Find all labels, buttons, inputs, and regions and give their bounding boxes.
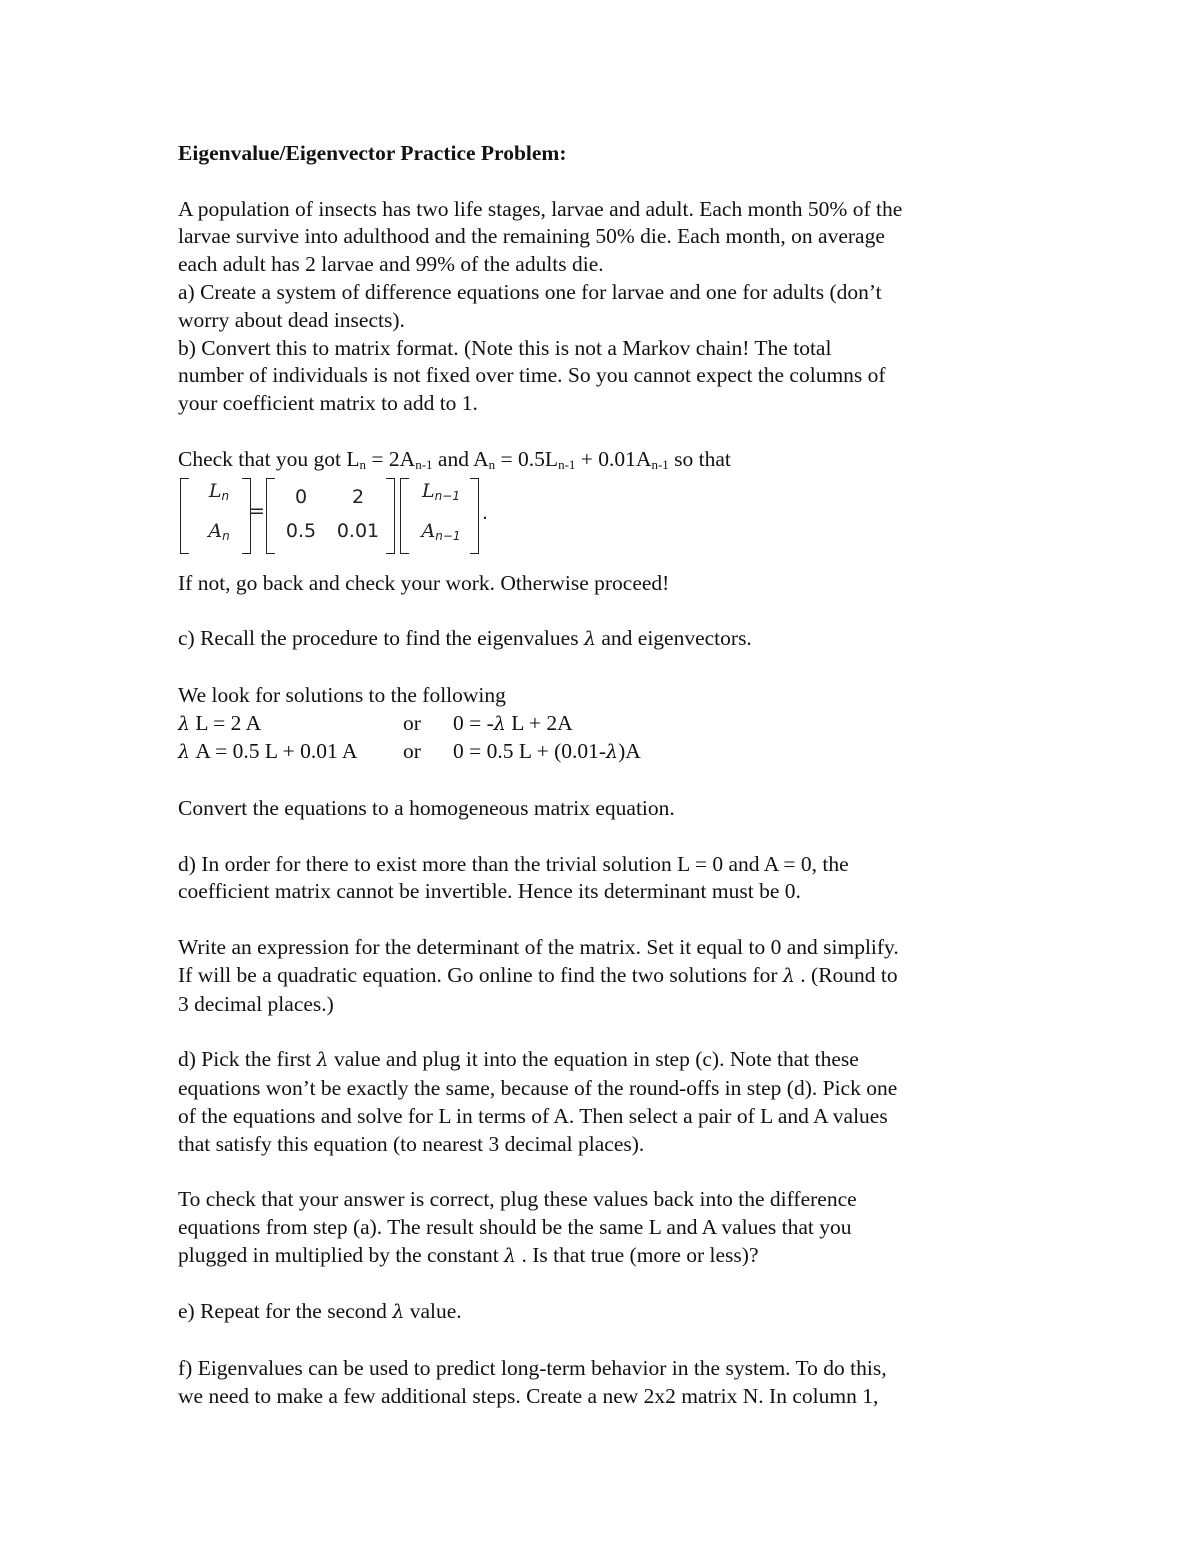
write-expr-line-2: If will be a quadratic equation. Go online to find the two solutions for λ . (Round to bbox=[178, 962, 898, 987]
write-expr-line-1: Write an expression for the determinant of the matrix. Set it equal to 0 and simplify. bbox=[178, 934, 899, 959]
matrix-period: . bbox=[481, 501, 489, 524]
matrix-m12: 2 bbox=[351, 485, 365, 508]
part-d1-line-1: d) In order for there to exist more than the trivial solution L = 0 and A = 0, the bbox=[178, 851, 849, 876]
part-c-line: c) Recall the procedure to find the eigenvalues λ and eigenvectors. bbox=[178, 626, 752, 651]
lhs-left-bracket bbox=[180, 478, 189, 554]
to-check-line-3: plugged in multiplied by the constant λ . Is that true (more or less)? bbox=[178, 1242, 759, 1267]
matrix-m22: 0.01 bbox=[336, 519, 380, 542]
intro-line-3: each adult has 2 larvae and 99% of the adults die. bbox=[178, 252, 604, 277]
equation-row-1: λ L = 2 A or 0 = -λ L + 2A bbox=[178, 710, 573, 735]
document-page bbox=[178, 140, 1038, 1410]
write-expr-line-3: 3 decimal places.) bbox=[178, 991, 334, 1016]
equation-row-2: λ A = 0.5 L + 0.01 A or 0 = 0.5 L + (0.01-λ)A bbox=[178, 739, 641, 764]
part-d2-line-4: that satisfy this equation (to nearest 3 decimal places). bbox=[178, 1131, 645, 1156]
part-a-line-2: worry about dead insects). bbox=[178, 307, 405, 332]
part-f-line-1: f) Eigenvalues can be used to predict long-term behavior in the system. To do this, bbox=[178, 1355, 887, 1380]
intro-line-2: larvae survive into adulthood and the remaining 50% die. Each month, on average bbox=[178, 224, 885, 249]
lhs-top-entry: Ln bbox=[208, 479, 230, 503]
document-title: Eigenvalue/Eigenvector Practice Problem: bbox=[178, 141, 567, 165]
to-check-line-2: equations from step (a). The result should be the same L and A values that you bbox=[178, 1214, 852, 1239]
matrix-right-bracket bbox=[386, 478, 395, 554]
intro-line-1: A population of insects has two life stages, larvae and adult. Each month 50% of the bbox=[178, 196, 903, 221]
lhs-bottom-entry: An bbox=[208, 519, 230, 543]
part-d2-line-3: of the equations and solve for L in terms of A. Then select a pair of L and A values bbox=[178, 1103, 888, 1128]
part-d2-line-2: equations won’t be exactly the same, because of the round-offs in step (d). Pick one bbox=[178, 1075, 898, 1100]
matrix-left-bracket bbox=[266, 478, 275, 554]
lambda-symbol: λ bbox=[583, 628, 596, 651]
if-not-line: If not, go back and check your work. Otherwise proceed! bbox=[178, 570, 670, 595]
part-e-line: e) Repeat for the second λ value. bbox=[178, 1299, 462, 1324]
part-b-line-1: b) Convert this to matrix format. (Note this is not a Markov chain! The total bbox=[178, 335, 832, 360]
part-b-line-2: number of individuals is not fixed over time. So you cannot expect the columns of bbox=[178, 363, 886, 388]
part-d2-line-1: d) Pick the first λ value and plug it into the equation in step (c). Note that these bbox=[178, 1047, 859, 1072]
part-d1-line-2: coefficient matrix cannot be invertible. Hence its determinant must be 0. bbox=[178, 879, 801, 904]
rhs-bottom-entry: An−1 bbox=[421, 519, 461, 543]
rhs-left-bracket bbox=[400, 478, 409, 554]
matrix-m11: 0 bbox=[294, 485, 308, 508]
check-line: Check that you got $L_n = 2A_{n-1}$ and $A_n = 0.5L_{n-1} + 0.01A_{n-1}$ so that bbox=[178, 446, 731, 472]
rhs-right-bracket bbox=[470, 478, 479, 554]
rhs-top-entry: Ln−1 bbox=[422, 479, 460, 503]
part-b-line-3: your coefficient matrix to add to 1. bbox=[178, 391, 478, 416]
part-f-line-2: we need to make a few additional steps. Create a new 2x2 matrix N. In column 1, bbox=[178, 1383, 879, 1408]
to-check-line-1: To check that your answer is correct, plug these values back into the difference bbox=[178, 1187, 857, 1212]
look-for-line: We look for solutions to the following bbox=[178, 682, 506, 707]
part-a-line-1: a) Create a system of difference equations one for larvae and one for adults (don’t bbox=[178, 279, 882, 304]
matrix-equation bbox=[178, 476, 1038, 568]
equals-sign: = bbox=[249, 499, 265, 522]
convert-line: Convert the equations to a homogeneous matrix equation. bbox=[178, 795, 675, 820]
matrix-m21: 0.5 bbox=[285, 519, 317, 542]
